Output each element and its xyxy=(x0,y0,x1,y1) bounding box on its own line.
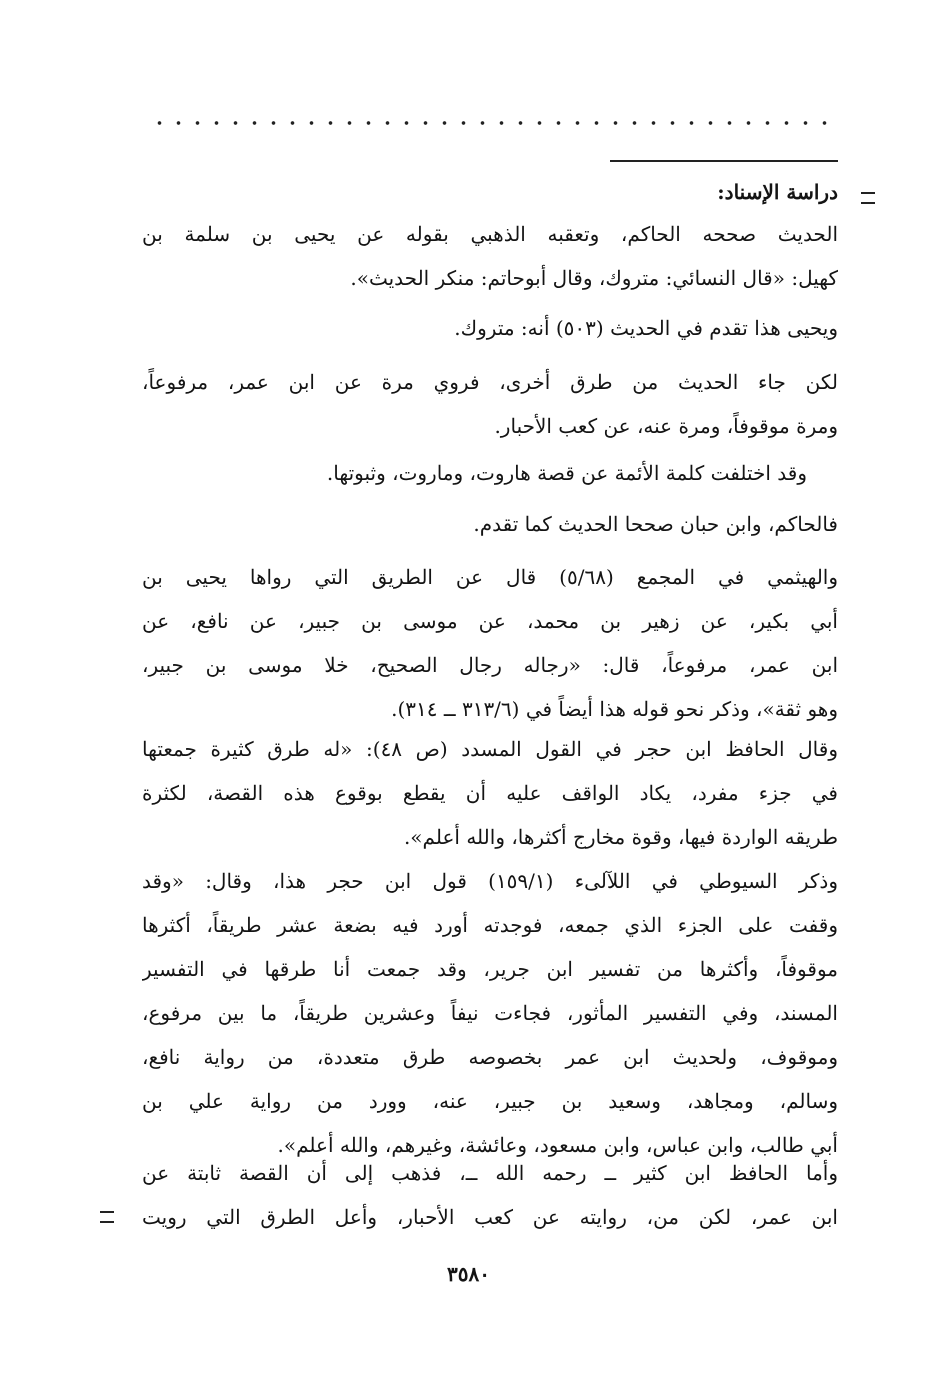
text-line: وقد اختلفت كلمة الأئمة عن قصة هاروت، وماروت، وثبوتها. xyxy=(326,461,807,485)
page-number: ٣٥٨٠ xyxy=(447,1262,490,1286)
section-rule xyxy=(610,160,838,162)
paragraph xyxy=(142,555,838,731)
text-line: ابن عمر، مرفوعاً، قال: «رجاله رجال الصحيح، خلا موسى بن جبير، xyxy=(142,653,838,677)
paragraph xyxy=(142,212,838,300)
paragraph xyxy=(142,360,838,448)
text-line: وذكر السيوطي في اللآلىء (١٥٩/١) قول ابن حجر هذا، وقال: «وقد xyxy=(142,869,838,893)
paragraph xyxy=(142,502,838,546)
text-line: أبي طالب، وابن عباس، وابن مسعود، وعائشة، وغيرهم، والله أعلم». xyxy=(277,1133,838,1157)
continuation-mark-bottom xyxy=(100,1211,114,1223)
text-line: في جزء مفرد، يكاد الواقف عليه أن يقطع بوقوع هذه القصة، لكثرة xyxy=(142,781,838,805)
paragraph xyxy=(142,859,838,1167)
text-line: طريقه الواردة فيها، وقوة مخارج أكثرها، والله أعلم». xyxy=(403,825,838,849)
text-line: وقال الحافظ ابن حجر في القول المسدد (ص ٤٨): «له طرق كثيرة جمعتها xyxy=(142,737,838,761)
text-line: وهو ثقة»، وذكر نحو قوله هذا أيضاً في (٣١٣/٦ ــ ٣١٤). xyxy=(391,697,838,721)
text-line: ومرة موقوفاً، ومرة عنه، عن كعب الأحبار. xyxy=(494,414,838,438)
text-line: موقوفاً، وأكثرها من تفسير ابن جرير، وقد جمعت أنا طرقها في التفسير xyxy=(142,957,838,981)
continuation-mark-top xyxy=(861,192,875,204)
text-line: ابن عمر، لكن من، روايته عن كعب الأحبار، وأعل الطرق التي رويت xyxy=(142,1205,838,1229)
text-line: وموقوف، ولحديث ابن عمر بخصوصه طرق متعددة، من رواية نافع، xyxy=(142,1045,838,1069)
paragraph xyxy=(142,727,838,859)
text-line: كهيل: «قال النسائي: متروك، وقال أبوحاتم: منكر الحديث». xyxy=(350,266,838,290)
text-line: وسالم، ومجاهد، وسعيد بن جبير، عنه، وورد من رواية علي بن xyxy=(142,1089,838,1113)
text-line: ويحيى هذا تقدم في الحديث (٥٠٣) أنه: متروك. xyxy=(454,316,838,340)
paragraph xyxy=(111,451,807,495)
text-line: فالحاكم، وابن حبان صححا الحديث كما تقدم. xyxy=(473,512,838,536)
section-heading: دراسة الإسناد: xyxy=(717,180,838,204)
text-line: والهيثمي في المجمع (٥/٦٨) قال عن الطريق التي رواها يحيى بن xyxy=(142,565,838,589)
text-line: وقفت على الجزء الذي جمعه، فوجدته أورد فيه بضعة عشر طريقاً، أكثرها xyxy=(142,913,838,937)
text-line: لكن جاء الحديث من طرق أخرى، فروي مرة عن ابن عمر، مرفوعاً، xyxy=(142,370,838,394)
text-line: وأما الحافظ ابن كثير ــ رحمه الله ــ، فذهب إلى أن القصة ثابتة عن xyxy=(142,1161,838,1185)
dotted-separator xyxy=(150,120,835,126)
text-line: الحديث صححه الحاكم، وتعقبه الذهبي بقوله عن يحيى بن سلمة بن xyxy=(142,222,838,246)
paragraph xyxy=(142,306,838,350)
paragraph xyxy=(142,1151,838,1239)
text-line: أبي بكير، عن زهير بن محمد، عن موسى بن جبير، عن نافع، عن xyxy=(142,609,838,633)
text-line: المسند، وفي التفسير المأثور، فجاءت نيفاً وعشرين طريقاً، ما بين مرفوع، xyxy=(142,1001,838,1025)
